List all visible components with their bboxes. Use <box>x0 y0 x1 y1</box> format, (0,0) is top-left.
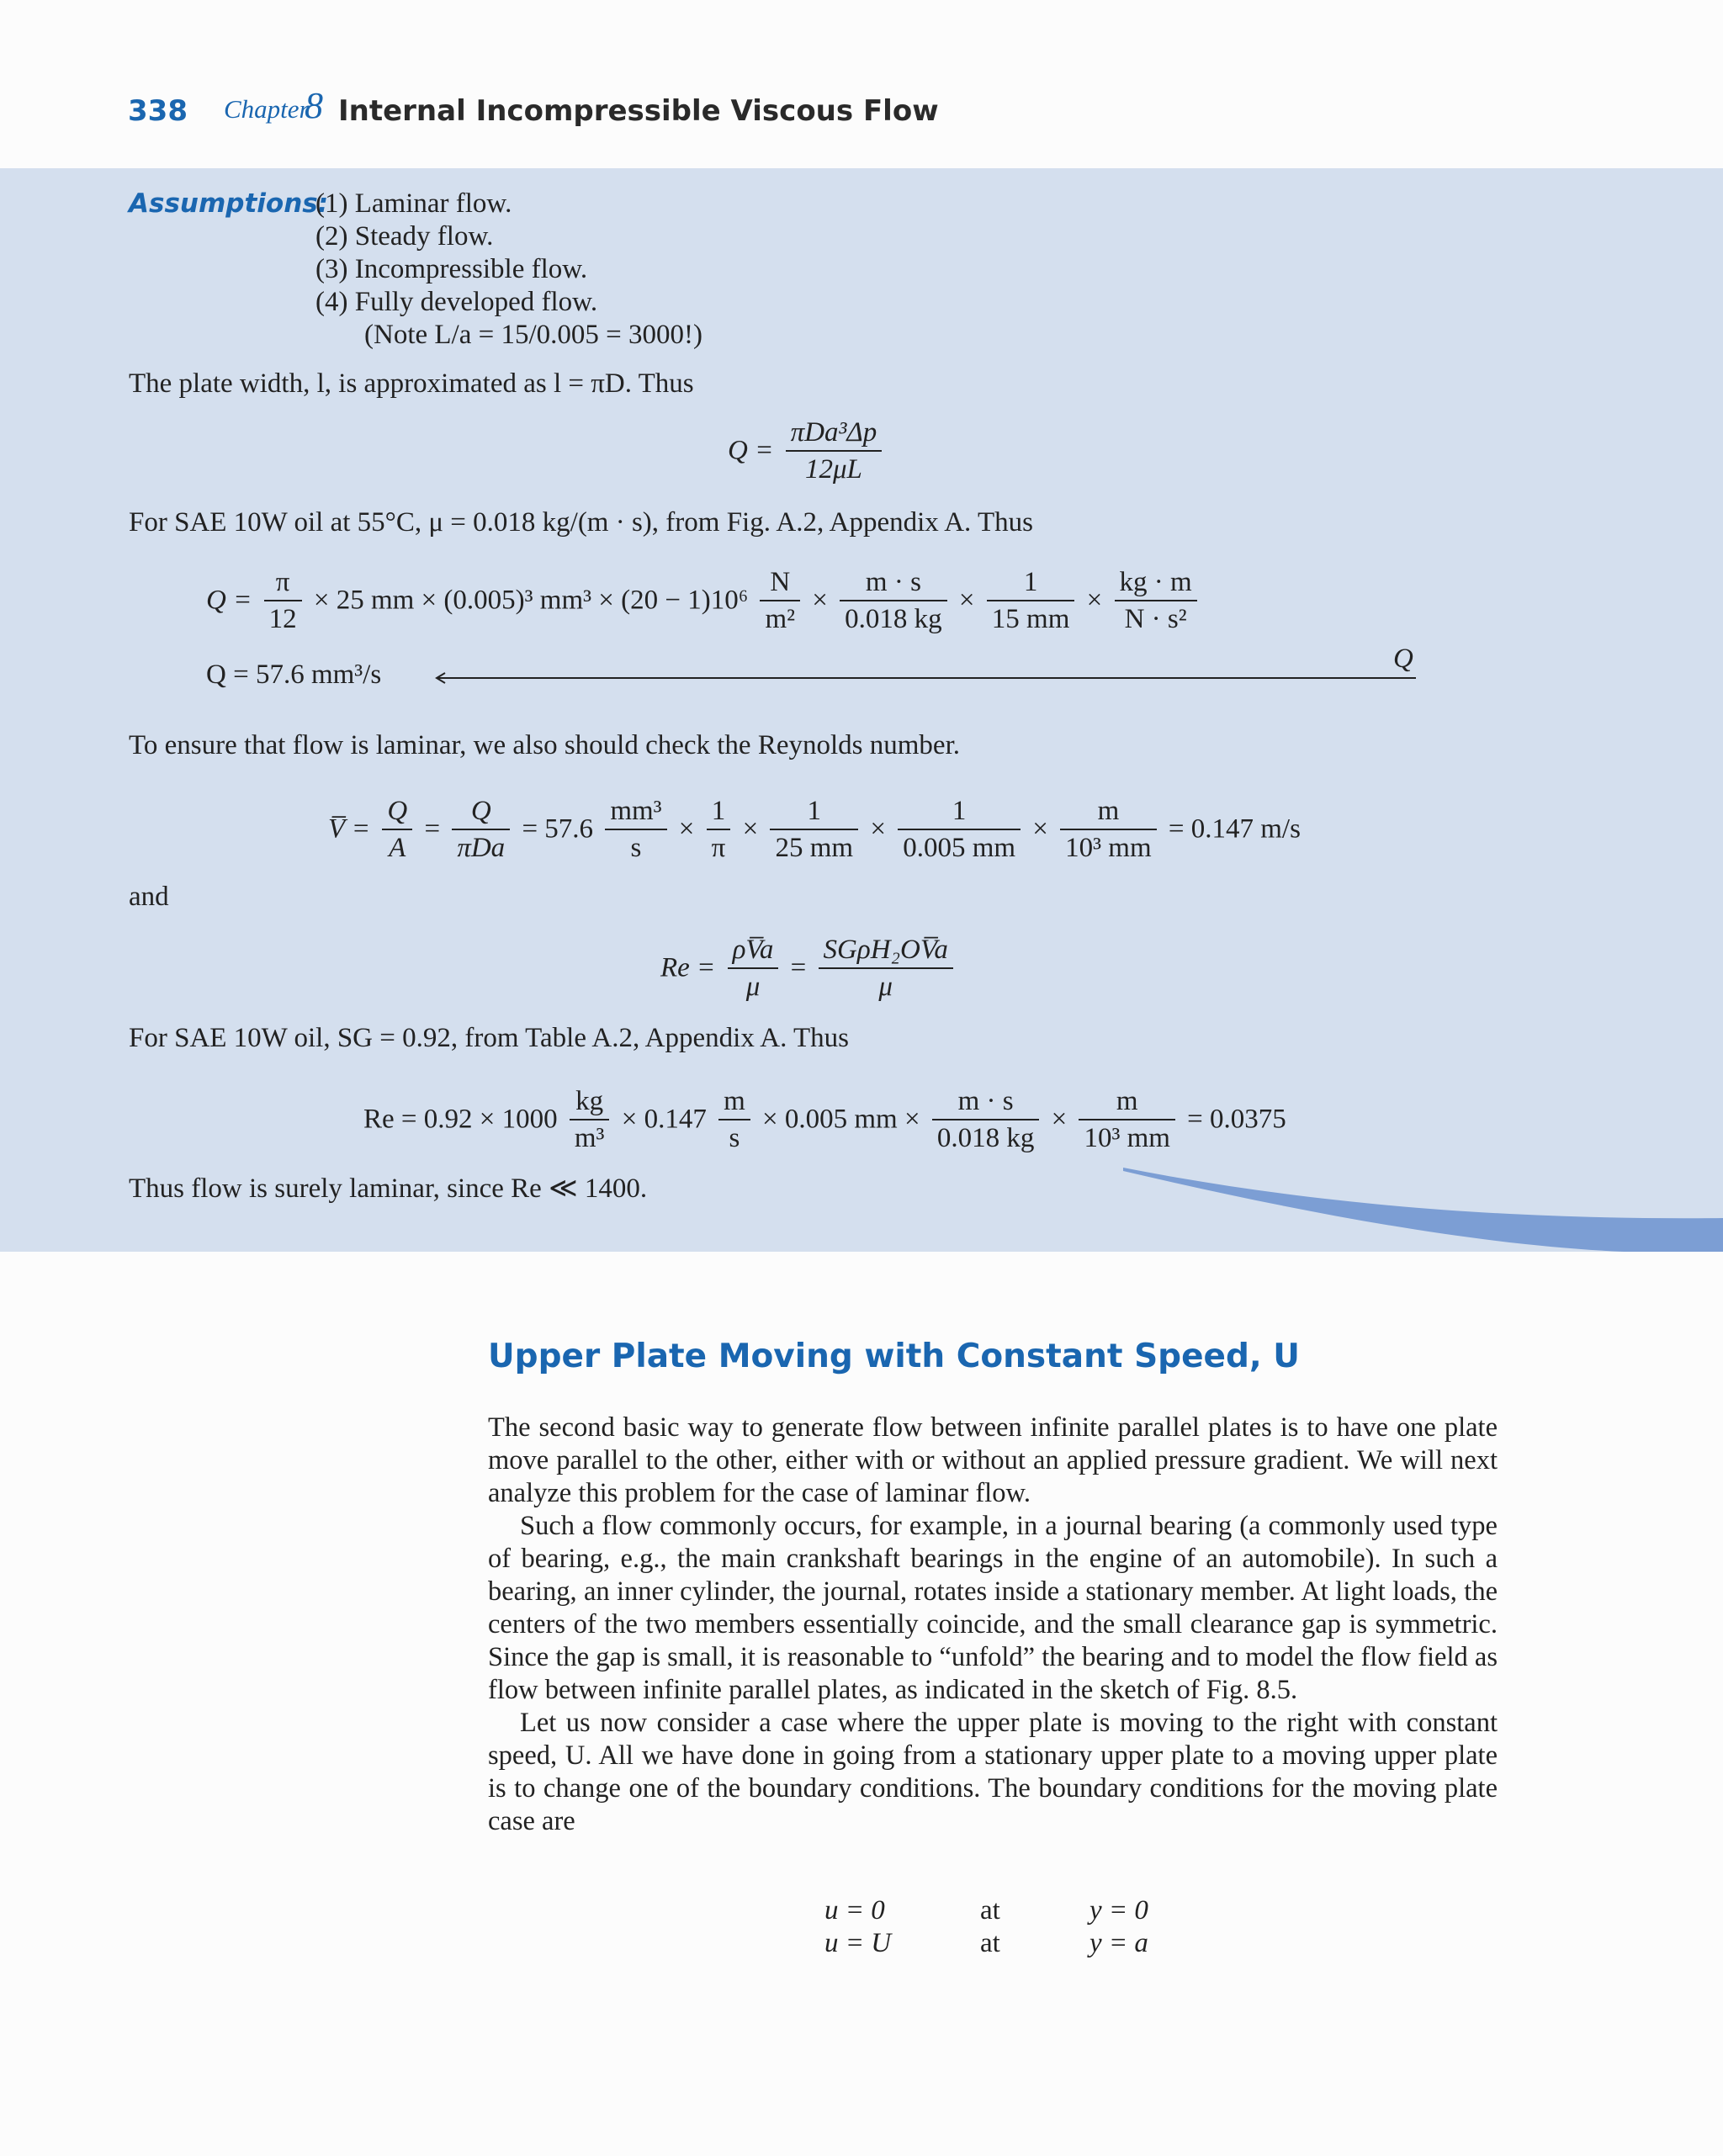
chapter-number: 8 <box>305 85 323 126</box>
assumption-note: (Note L/a = 15/0.005 = 3000!) <box>364 320 702 350</box>
equation-reynolds-formula: Re = $\frac{\rho V̅a}{\mu}$ = $\frac{\text{SGρH₂OV̅a}}{\mu}$ <box>660 934 958 1003</box>
section-body <box>488 1412 1498 1838</box>
and-text: and <box>129 882 169 912</box>
result-q: Q = 57.6 mm³/s <box>206 660 382 690</box>
result-arrow-icon <box>433 670 1418 686</box>
assumptions-list <box>315 188 702 352</box>
equation-q-formula: Q = $\frac{\text{πDa³Δp}}{12\mu L}$ <box>728 416 887 485</box>
paragraph: Such a flow commonly occurs, for example, in a journal bearing (a commonly used type of bearing, e.g., the main crankshaft bearings in the engine of an automobile). In such a bearing, an inner cylinder, the journal, rotates inside a stationary member. At light loads, the centers of the two members essentially coincide, and the small clearance gap is symmetric. Since the gap is small, it is reasonable to “unfold” the bearing and to model the flow field as flow between infinite parallel plates, as indicated in the sketch of Fig. 8.5. <box>488 1511 1498 1705</box>
chapter-label: Chapter <box>224 94 310 124</box>
equation-q-calculation: Q = $\frac{\pi}{12}$ × 25 mm × (0.005)³ mm³ × (20 − 1)10⁶ $\frac{N}{\text{m²}}$ × $\frac{m \cdot s}{0.018 kg}$ × $\frac{1}{15 mm}$ × $\frac{kg \cdot m}{\text{N · s²}}$ <box>206 566 1202 635</box>
result-tag: Q <box>1393 644 1413 674</box>
assumptions-label: Assumptions: <box>129 188 329 219</box>
specific-gravity-text: For SAE 10W oil, SG = 0.92, from Table A.2, Appendix A. Thus <box>129 1023 849 1053</box>
conclusion-text: Thus flow is surely laminar, since Re ≪ 1400. <box>129 1173 648 1204</box>
reynolds-intro: To ensure that flow is laminar, we also should check the Reynolds number. <box>129 730 960 760</box>
boundary-condition-row: u = U at y = a <box>824 1928 1148 1958</box>
chapter-title: Internal Incompressible Viscous Flow <box>338 94 939 128</box>
paragraph: The second basic way to generate flow between infinite parallel plates is to have one plate move parallel to the other, either with or without an applied pressure gradient. We will next analyze this problem for the case of laminar flow. <box>488 1412 1498 1508</box>
assumption-item: (1) Laminar flow. <box>315 188 512 219</box>
equation-reynolds-calculation: Re = 0.92 × 1000 $\frac{kg}{\text{m³}}$ × 0.147 $\frac{m}{s}$ × 0.005 mm × $\frac{m \cdot s}{0.018 kg}$ × $\frac{m}{\text{10³ mm}}$ = 0.0375 <box>363 1086 1286 1153</box>
boundary-condition-row: u = 0 at y = 0 <box>824 1895 1148 1926</box>
boundary-conditions <box>824 1894 1148 1960</box>
plate-width-text: The plate width, l, is approximated as l = πD. Thus <box>129 368 694 399</box>
assumption-item: (3) Incompressible flow. <box>315 254 588 284</box>
assumption-item: (2) Steady flow. <box>315 221 494 252</box>
equation-velocity: V̅ = $\frac{Q}{A}$ = $\frac{Q}{\text{πDa}}$ = 57.6 $\frac{\text{mm³}}{s}$ × $\frac{1}{\pi}$ × $\frac{1}{25 mm}$ × $\frac{1}{0.005 mm}$ × $\frac{m}{\text{10³ mm}}$ = 0.147 m/s <box>328 796 1301 863</box>
assumption-item: (4) Fully developed flow. <box>315 287 598 317</box>
page-number: 338 <box>128 94 188 128</box>
oil-viscosity-text: For SAE 10W oil at 55°C, μ = 0.018 kg/(m · s), from Fig. A.2, Appendix A. Thus <box>129 507 1033 538</box>
paragraph: Let us now consider a case where the upper plate is moving to the right with constant speed, U. All we have done in going from a stationary upper plate to a moving upper plate is to change one of the boundary conditions. The boundary conditions for the moving plate case are <box>488 1708 1498 1836</box>
section-heading: Upper Plate Moving with Constant Speed, U <box>488 1338 1300 1375</box>
